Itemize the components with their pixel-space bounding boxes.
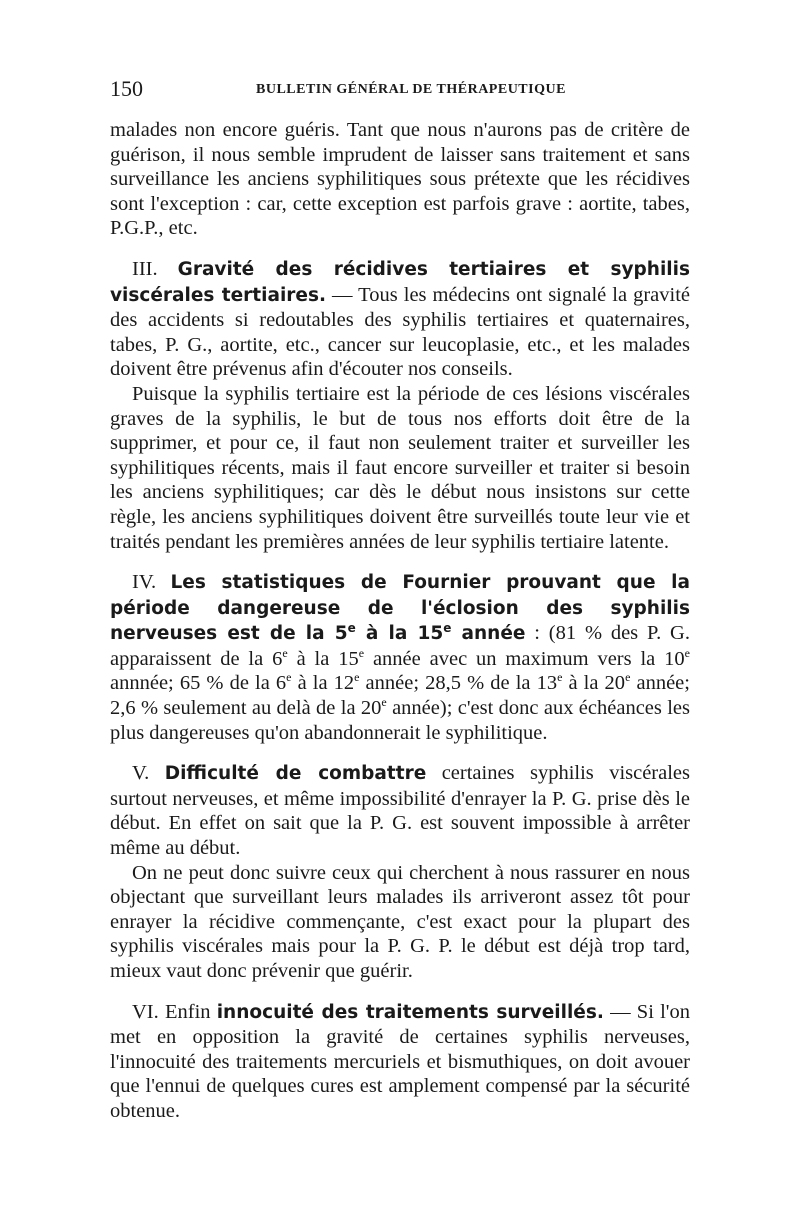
paragraph-text: On ne peut donc suivre ceux qui cherchent à nous rassurer en nous objectant que surveillant leurs malades ils arriveront assez tôt pour enrayer la récidive commençante, c'est exact pour la plupart des syphilis viscérales mais pour la P. G. P. le début est déjà trop tard, mieux vaut donc prévenir que guérir. bbox=[110, 861, 690, 982]
paragraph-prevenir bbox=[110, 861, 690, 984]
text-part: annnée; 65 % de la 6 bbox=[110, 672, 287, 695]
paragraph-continuation bbox=[110, 118, 690, 241]
section-6 bbox=[110, 1000, 690, 1124]
section-text: — Tous les médecins ont signalé la gravité des accidents si redoutables des syphilis tertiaires et quaternaires, tabes, P. G., aortite, etc., cancer sur leucoplasie, etc., et les malades doivent être prévenus afin d'écouter nos conseils. bbox=[110, 283, 691, 381]
section-number: VI. bbox=[132, 1000, 159, 1023]
superscript: e bbox=[286, 670, 292, 685]
paragraph-text: malades non encore guéris. Tant que nous n'aurons pas de critère de guérison, il nous semble imprudent de laisser sans traitement et sans surveillance les anciens syphilitiques sous prétexte que les récidives sont l'exception : car, cette exception est parfois grave : aortite, tabes, P.G.P., etc. bbox=[110, 119, 690, 240]
text-part: année; 28,5 % de la 13 bbox=[359, 672, 558, 695]
section-title: innocuité des traitements surveillés. bbox=[216, 1001, 604, 1023]
section-5 bbox=[110, 761, 690, 860]
section-3 bbox=[110, 257, 690, 382]
text-part: : (81 % des P. G. apparaissent de la 6 bbox=[110, 622, 690, 670]
paragraph-syphilis-tertiaire bbox=[110, 382, 690, 554]
text-part: année avec un maximum vers la 10 bbox=[364, 647, 685, 670]
text-part: année); c'est donc aux échéances les plus dangereuses qu'on abandonnerait le syphilitique. bbox=[110, 697, 690, 744]
text-part: à la 15 bbox=[287, 647, 359, 670]
text-part: à la 20 bbox=[562, 672, 626, 695]
superscript: e bbox=[354, 670, 360, 685]
superscript: e bbox=[684, 646, 690, 661]
title-part: à la 15 bbox=[355, 623, 444, 645]
superscript: e bbox=[381, 695, 387, 710]
superscript: e bbox=[282, 646, 288, 661]
section-title: Difficulté de combattre bbox=[164, 763, 427, 785]
paragraph-text: Puisque la syphilis tertiaire est la période de ces lésions viscérales graves de la syphilis, le but de tous nos efforts doit être de la supprimer, et pour ce, il faut non seulement traiter et surveiller les syphilitiques récents, mais il faut encore surveiller et traiter si besoin les anciens syphilitiques; car dès le début nous insistons sur cette règle, les anciens syphilitiques doivent être surveillés toute leur vie et traités pendant les premières années de leur syphilis tertiaire latente. bbox=[110, 382, 690, 553]
superscript: e bbox=[347, 621, 356, 636]
section-number: IV. bbox=[132, 571, 157, 594]
running-head: BULLETIN GÉNÉRAL DE THÉRAPEUTIQUE bbox=[256, 82, 566, 97]
section-pre: Enfin bbox=[158, 1000, 217, 1023]
section-number: V. bbox=[132, 762, 150, 785]
body-text bbox=[110, 118, 690, 1124]
section-text: — Si l'on met en opposition la gravité de certaines syphilis nerveuses, l'innocuité des traitements mercuriels et bismuthiques, on doit avouer que l'ennui de quelques cures est amplement compensé par la sécurité obtenue. bbox=[110, 1000, 690, 1122]
superscript: e bbox=[557, 670, 563, 685]
text-part: à la 12 bbox=[291, 672, 355, 695]
page-header bbox=[110, 76, 690, 106]
superscript: e bbox=[443, 621, 452, 636]
section-number: III. bbox=[132, 257, 158, 280]
section-title: Gravité des récidives tertiaires et syphilis viscérales tertiaires. bbox=[110, 258, 691, 306]
title-part: année bbox=[451, 623, 526, 645]
section-text: certaines syphilis viscérales surtout nerveuses, et même impossibilité d'enrayer la P. G. prise dès le début. En effet on sait que la P. G. est souvent impossible à arrêter même au début. bbox=[110, 762, 691, 860]
superscript: e bbox=[625, 670, 631, 685]
section-4 bbox=[110, 570, 690, 745]
text-part: année; 2,6 % seulement au delà de la 20 bbox=[110, 672, 690, 720]
page-number: 150 bbox=[110, 76, 143, 101]
superscript: e bbox=[358, 646, 365, 661]
title-part: Les statistiques de Fournier prouvant que la période dangereuse de l'éclosion des syphilis nerveuses est de la 5 bbox=[110, 572, 690, 645]
